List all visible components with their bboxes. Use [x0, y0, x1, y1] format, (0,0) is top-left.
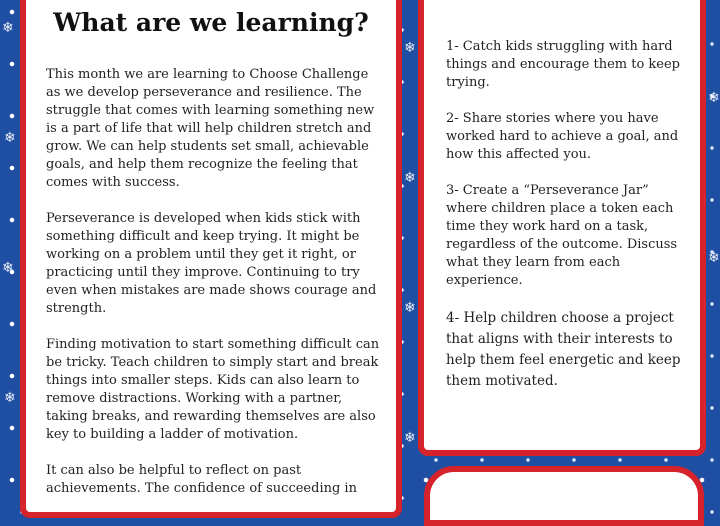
snowflake-icon: ❄: [4, 130, 16, 146]
snowflake-icon: ❄: [404, 40, 416, 56]
snowflake-icon: ❄: [2, 260, 14, 276]
learning-paragraph: It can also be helpful to reflect on past achievements. The confidence of succeeding in: [46, 463, 357, 496]
learning-title: What are we learning?: [53, 8, 369, 37]
snowflake-icon: ❄: [404, 300, 416, 316]
snowflake-icon: ❄: [708, 250, 720, 266]
practice-item: 3- Create a “Perseverance Jar” where children place a token each time they work hard on a task, regardless of the outcome. Discuss what they learn from each experience.: [446, 183, 678, 288]
learning-body: [46, 66, 386, 516]
snowflake-icon: ❄: [708, 90, 720, 106]
bottom-panel: [424, 466, 704, 526]
learning-paragraph: This month we are learning to Choose Challenge as we develop perseverance and resilience. The struggle that comes with learning something new is a part of life that will help children stretch and grow. We can help students set small, achievable goals, and help them recognize the feeling that comes with success.: [46, 67, 375, 190]
practice-list: [446, 38, 686, 410]
learning-paragraph: Finding motivation to start something difficult can be tricky. Teach children to simply start and break things into smaller steps. Kids can also learn to remove distractions. Working with a partner, taking breaks, and rewarding themselves are also key to building a ladder of motivation.: [46, 337, 380, 442]
learning-panel: [20, 0, 402, 518]
snowflake-icon: ❄: [2, 20, 14, 36]
practice-panel: [418, 0, 706, 456]
snowflake-icon: ❄: [404, 430, 416, 446]
snowflake-icon: ❄: [404, 170, 416, 186]
practice-item: 4- Help children choose a project that aligns with their interests to help them feel energetic and keep them motivated.: [446, 310, 681, 389]
learning-paragraph: Perseverance is developed when kids stick with something difficult and keep trying. It might be working on a problem until they get it right, or practicing until they improve. Continuing to try even when mistakes are made shows courage and strength.: [46, 211, 377, 316]
snowflake-icon: ❄: [4, 390, 16, 406]
practice-item: 1- Catch kids struggling with hard things and encourage them to keep trying.: [446, 39, 681, 90]
practice-item: 2- Share stories where you have worked hard to achieve a goal, and how this affected you.: [446, 111, 679, 162]
practice-title: [424, 0, 700, 1]
